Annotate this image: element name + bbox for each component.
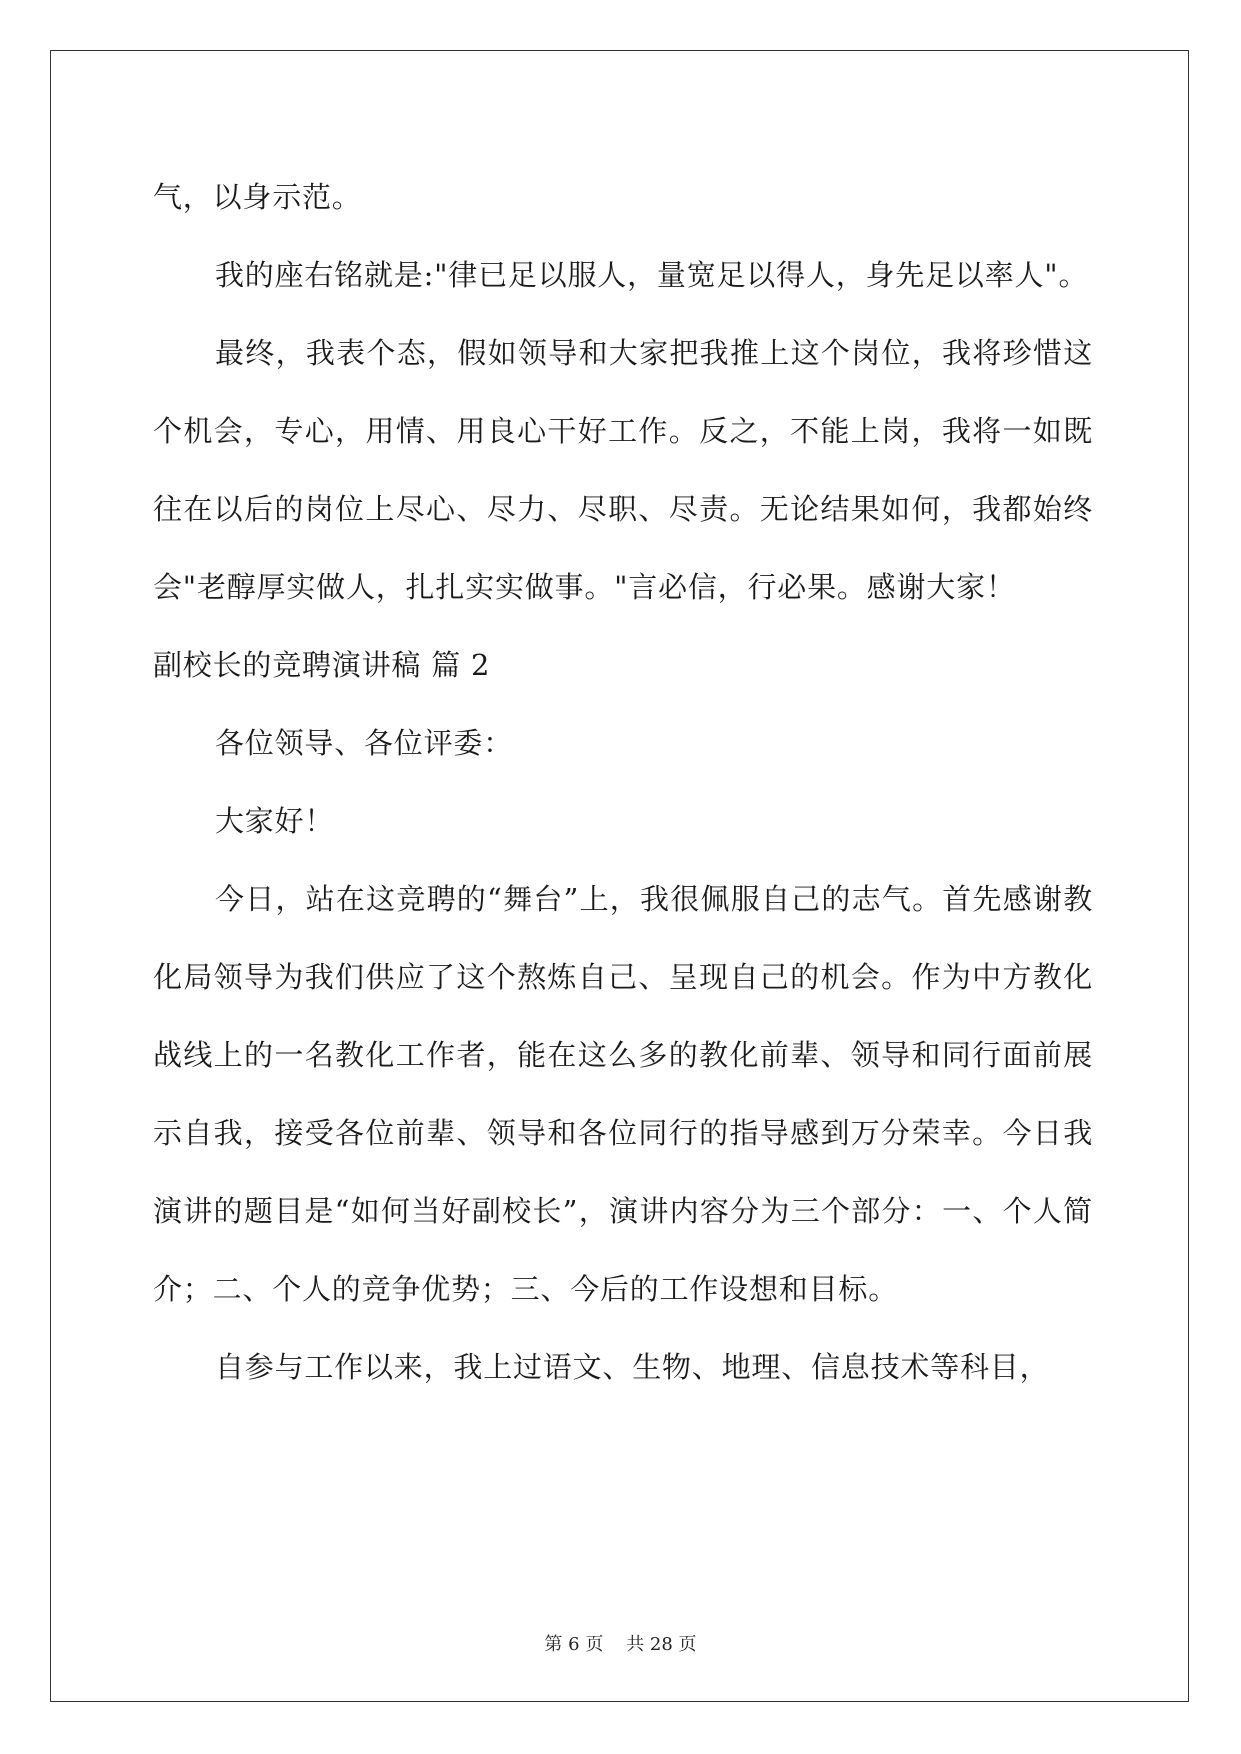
section-heading: 副校长的竞聘演讲稿 篇 2 xyxy=(153,648,491,682)
greeting: 大家好！ xyxy=(215,804,335,838)
paragraph: 自参与工作以来，我上过语文、生物、地理、信息技术等科目， xyxy=(215,1350,1050,1384)
paragraph: 我的座右铭就是:"律已足以服人，量宽足以得人，身先足以率人"。 xyxy=(215,258,1089,292)
page-number: 第 6 页 共 28 页 xyxy=(544,1634,697,1655)
paragraph: 最终，我表个态，假如领导和大家把我推上这个岗位，我将珍惜这个机会，专心，用情、用良心干好工作。反之，不能上岗，我将一如既往在以后的岗位上尽心、尽力、尽职、尽责。无论结果如何，我都始终会"老醇厚实做人，扎扎实实做事。"言必信，行必果。感谢大家！ xyxy=(153,336,1093,604)
salutation: 各位领导、各位评委： xyxy=(215,726,514,760)
paragraph: 气，以身示范。 xyxy=(153,180,362,214)
document-body xyxy=(153,158,1093,1406)
paragraph: 今日，站在这竞聘的“舞台”上，我很佩服自己的志气。首先感谢教化局领导为我们供应了这个熬炼自己、呈现自己的机会。作为中方教化战线上的一名教化工作者，能在这么多的教化前辈、领导和同行面前展示自我，接受各位前辈、领导和各位同行的指导感到万分荣幸。今日我演讲的题目是“如何当好副校长”，演讲内容分为三个部分：一、个人简介；二、个人的竞争优势；三、今后的工作设想和目标。 xyxy=(153,882,1093,1306)
